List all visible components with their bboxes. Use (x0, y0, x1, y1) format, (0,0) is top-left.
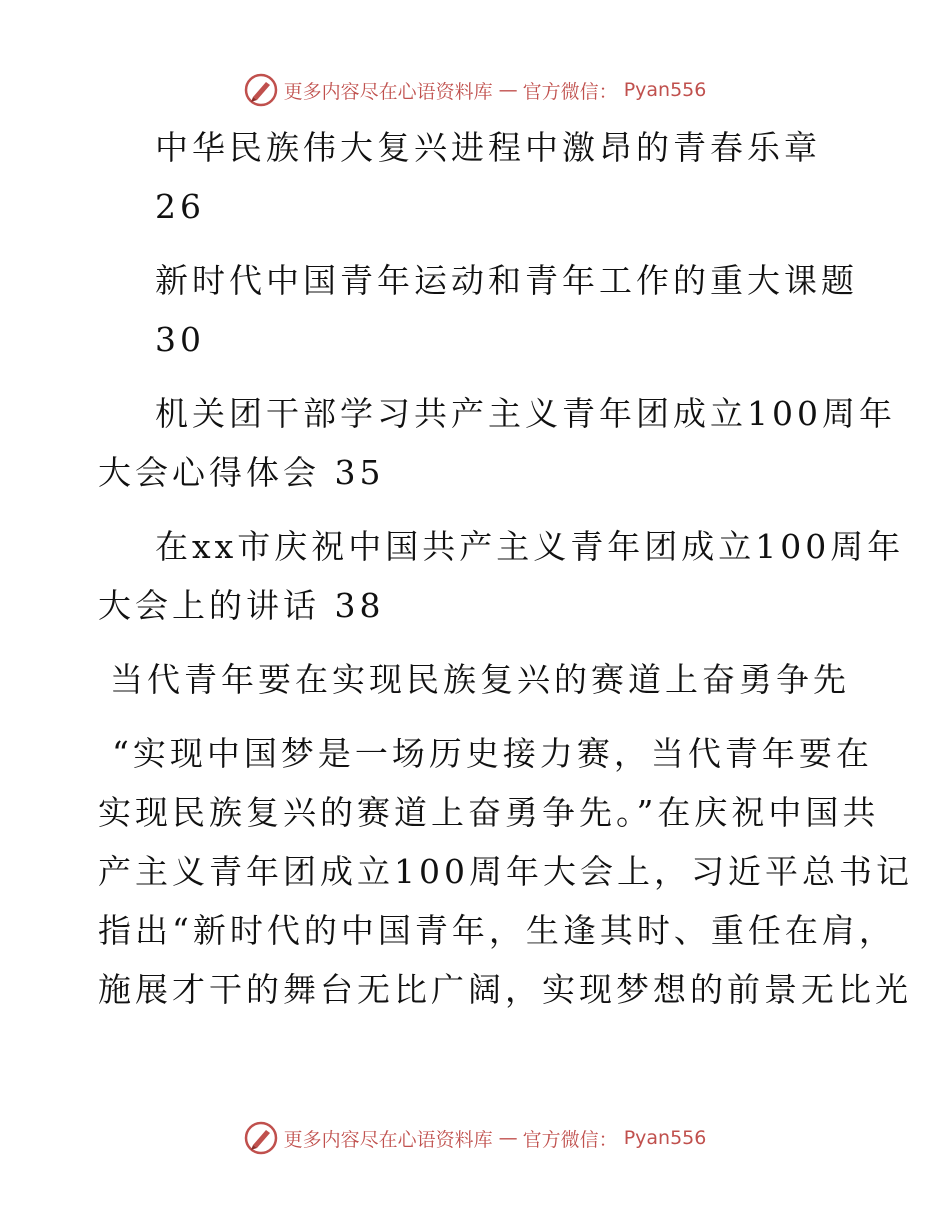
watermark-wechat-label: 官方微信： (522, 80, 618, 103)
body-paragraph-line: “实现中国梦是一场历史接力赛，当代青年要在 (112, 734, 873, 773)
body-paragraph-line: 实现民族复兴的赛道上奋勇争先。”在庆祝中国共 (98, 793, 880, 832)
toc-entry-title: 在xx市庆祝中国共产主义青年团成立100周年 (155, 527, 905, 566)
watermark-text: 更多内容尽在心语资料库 (283, 1128, 493, 1151)
watermark-wechat-label: 官方微信： (522, 1128, 618, 1151)
toc-entry-page: 30 (155, 320, 205, 359)
pen-logo-icon (244, 73, 278, 107)
toc-entry-title: 中华民族伟大复兴进程中激昂的青春乐章 (155, 128, 821, 167)
footer-watermark (0, 1118, 950, 1158)
body-paragraph-line: 指出“新时代的中国青年，生逢其时、重任在肩， (98, 911, 896, 950)
watermark-separator: — (498, 1127, 517, 1149)
toc-entry-title: 新时代中国青年运动和青年工作的重大课题 (155, 261, 858, 300)
header-watermark (0, 70, 950, 110)
section-heading: 当代青年要在实现民族复兴的赛道上奋勇争先 (110, 660, 850, 699)
pen-logo-icon (244, 1121, 278, 1155)
watermark-wechat-id: Pyan556 (623, 79, 707, 101)
toc-entry-page: 26 (155, 187, 205, 226)
watermark-wechat-id: Pyan556 (623, 1127, 707, 1149)
toc-entry-title-continued: 大会上的讲话 38 (98, 586, 385, 625)
body-paragraph-line: 施展才干的舞台无比广阔，实现梦想的前景无比光 (98, 970, 912, 1009)
toc-entry-title: 机关团干部学习共产主义青年团成立100周年 (155, 394, 896, 433)
toc-entry-title-continued: 大会心得体会 35 (98, 453, 385, 492)
body-paragraph-line: 产主义青年团成立100周年大会上，习近平总书记 (98, 852, 913, 891)
watermark-text: 更多内容尽在心语资料库 (283, 80, 493, 103)
watermark-separator: — (498, 79, 517, 101)
